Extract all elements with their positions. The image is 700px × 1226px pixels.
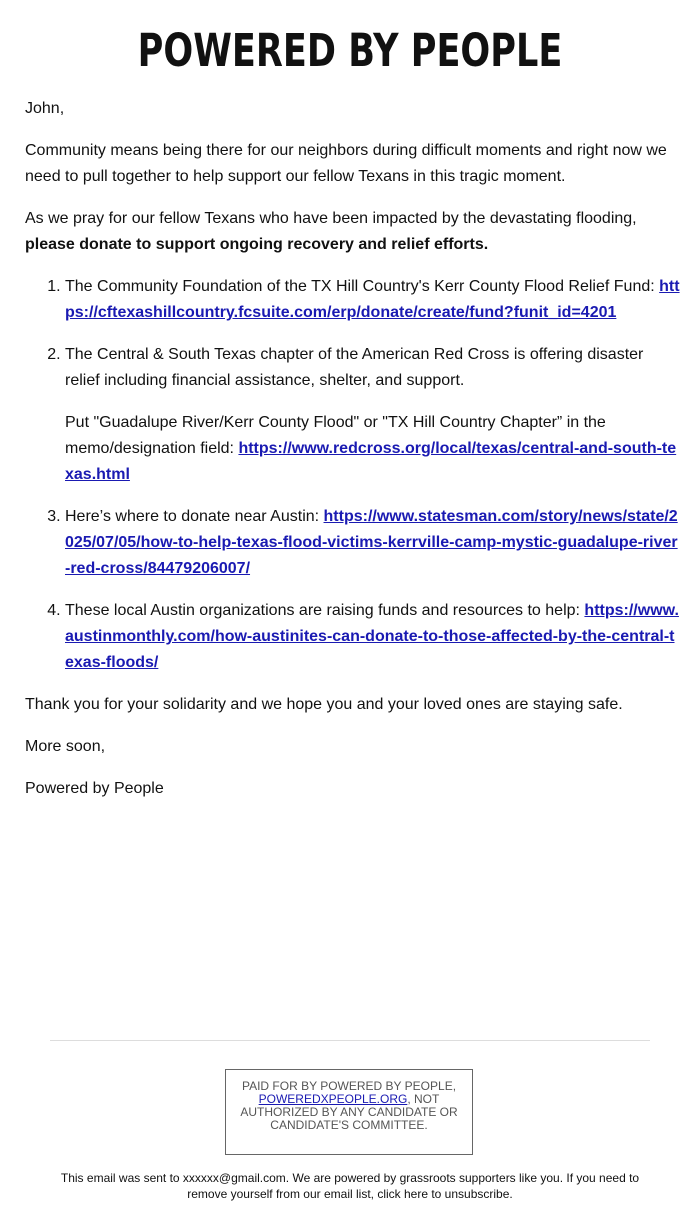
closing-paragraph: Thank you for your solidarity and we hope you and your loved ones are staying safe. <box>25 696 623 713</box>
footer-divider <box>50 1040 650 1041</box>
greeting: John, <box>25 100 65 117</box>
intro-paragraph: Community means being there for our neighbors during difficult moments and right now we need to pull together to help support our fellow Texans in this tragic moment. <box>25 142 667 185</box>
donate-paragraph-text: As we pray for our fellow Texans who have been impacted by the devastating flooding, <box>25 210 637 227</box>
email-footer: This email was sent to xxxxxx@gmail.com. We are powered by grassroots supporters like you. If you need to remove yourself from our email list, click here to unsubscribe. <box>60 1171 640 1201</box>
kerr-county-fund-link[interactable]: https://cftexashillcountry.fcsuite.com/erp/donate/create/fund?funit_id=4201 <box>65 278 680 321</box>
donation-list <box>25 274 680 676</box>
donate-call-to-action: please donate to support ongoing recovery and relief efforts. <box>25 236 489 253</box>
list-item-text: 2. The Central & South Texas chapter of the American Red Cross is offering disaster relief including financial assistance, shelter, and support. <box>65 346 644 389</box>
austin-monthly-link[interactable]: https://www.austinmonthly.com/how-austinites-can-donate-to-those-affected-by-the-central-texas-floods/ <box>65 602 679 671</box>
email-body <box>25 96 680 818</box>
memo-instruction-text: Put "Guadalupe River/Kerr County Flood" or "TX Hill Country Chapter” in the memo/designation field: <box>65 414 606 457</box>
signature: Powered by People <box>25 780 164 797</box>
signoff: More soon, <box>25 738 106 755</box>
red-cross-link[interactable]: https://www.redcross.org/local/texas/central-and-south-texas.html <box>65 440 677 483</box>
list-item-text: The Community Foundation of the TX Hill Country's Kerr County Flood Relief Fund: <box>65 278 660 295</box>
list-item <box>65 598 680 676</box>
logo-wordmark: POWERED BY PEOPLE <box>137 24 563 77</box>
list-item <box>65 274 680 326</box>
list-item-text: Here’s where to donate near Austin: <box>65 508 324 525</box>
disclaimer-text-after: , NOT AUTHORIZED BY ANY CANDIDATE OR CANDIDATE'S COMMITTEE. <box>240 1092 458 1132</box>
list-item-subtext <box>65 410 680 488</box>
list-item <box>65 504 680 582</box>
disclaimer-text-before: PAID FOR BY POWERED BY PEOPLE, <box>241 1079 457 1093</box>
website-link[interactable]: POWEREDXPEOPLE.ORG <box>258 1092 408 1106</box>
list-item <box>65 342 680 488</box>
statesman-link[interactable]: https://www.statesman.com/story/news/state/2025/07/05/how-to-help-texas-flood-victims-kerrville-camp-mystic-guadalupe-river-red-cross/84479206007/ <box>65 508 678 577</box>
list-item-text: These local Austin organizations are raising funds and resources to help: <box>65 602 585 619</box>
paid-for-disclaimer <box>225 1069 473 1155</box>
donate-paragraph <box>25 206 680 258</box>
